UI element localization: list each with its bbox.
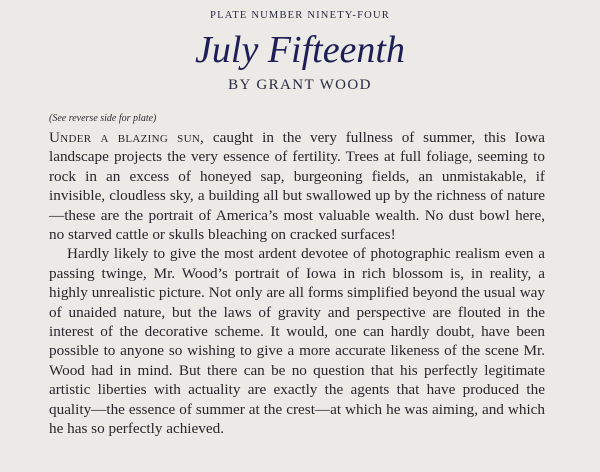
paragraph-2-text: Hardly likely to give the most ardent devotee of photographic realism even a passing twinge, Mr. Wood’s portrait of Iowa in rich blossom is, in reality, a highly unrealistic picture. Not only are all forms simplified beyond the usual way of unaided nature, but the laws of gravity and perspective are flouted in the interest of the decorative scheme. It would, one can hardly doubt, have been possible to anyone so wishing to give a more accurate likeness of the scene Mr. Wood had in mind. But there can be no question that his perfectly legitimate artistic liberties with actuality are exactly the agents that have produced the quality—the essence of summer at the crest—at which he was aiming, and which he has so perfectly achieved. (49, 245, 545, 438)
paragraph-1-text: caught in the very fullness of summer, this Iowa landscape projects the very essence of fertility. Trees at full foliage, seeming to rock in an excess of honeyed sap, burgeoning fields, an unmistakable, if invisible, cloudless sky, a building all but swallowed up by the richness of nature—these are the portrait of America’s most valuable wealth. No dust bowl here, no starved cattle or skulls bleaching on cracked surfaces! (49, 129, 545, 244)
paragraph-2 (49, 244, 545, 438)
byline: BY GRANT WOOD (228, 77, 372, 93)
reverse-side-note: (See reverse side for plate) (49, 113, 157, 124)
body-text (49, 128, 545, 439)
paragraph-lead: Under a blazing sun, (49, 129, 205, 146)
paragraph-1 (49, 128, 545, 244)
page-title: July Fifteenth (195, 29, 405, 71)
plate-number: PLATE NUMBER NINETY-FOUR (210, 10, 390, 21)
